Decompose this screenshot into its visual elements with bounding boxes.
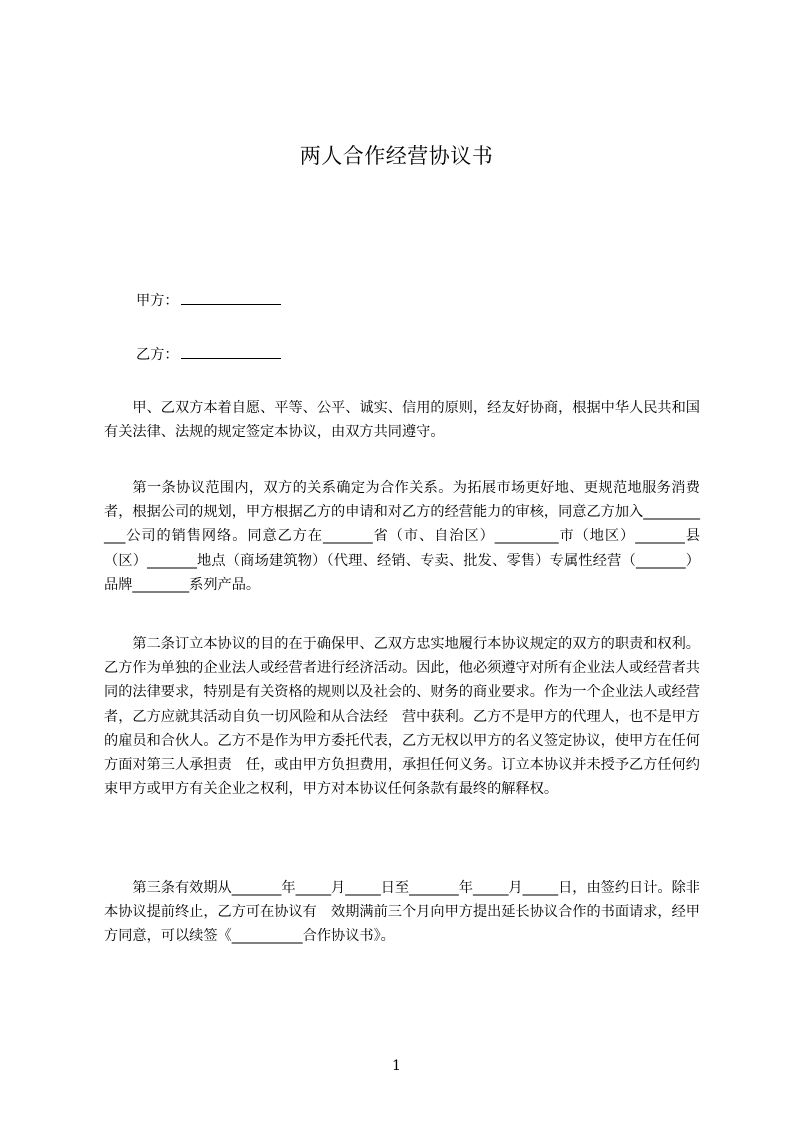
article-1-paragraph: 第一条协议范围内，双方的关系确定为合作关系。为拓展市场更好地、更规范地服务消费者，根据公司的规划，甲方根据乙方的申请和对乙方的经营能力的审核，同意乙方加入___________公司的销售网络。同意乙方在_______省（市、自治区）_________市（地区）_______县 （区）_______地点（商场建筑物）（代理、经销、专卖、批发、零售）专属性经营（_______）品牌________系列产品。	[104, 480, 715, 593]
article-2-paragraph: 第二条订立本协议的目的在于确保甲、乙双方忠实地履行本协议规定的双方的职责和权利。乙方作为单独的企业法人或经营者进行经济活动。因此，他必须遵守对所有企业法人或经营者共同的法律要求，特别是有关资格的规则以及社会的、财务的商业要求。作为一个企业法人或经营者，乙方应就其活动自负一切风险和从合法经 营中获利。乙方不是甲方的代理人，也不是甲方的雇员和合伙人。乙方不是作为甲方委托代表，乙方无权以甲方的名义签定协议，使甲方在任何方面对第三人承担责 任，或由甲方负担费用，承担任何义务。订立本协议并未授予乙方任何约束甲方或甲方有关企业之权利，甲方对本协议任何条款有最终的解释权。	[104, 636, 700, 798]
party-b-label: 乙方：	[136, 347, 179, 363]
party-b-line	[136, 345, 281, 365]
page-number: 1	[392, 1058, 401, 1074]
intro-paragraph: 甲、乙双方本着自愿、平等、公平、诚实、信用的原则，经友好协商，根据中华人民共和国有关法律、法规的规定签定本协议，由双方共同遵守。	[104, 400, 700, 441]
party-a-label: 甲方：	[136, 293, 179, 309]
party-a-blank	[181, 303, 281, 305]
document-title: 两人合作经营协议书	[299, 144, 494, 168]
party-a-line	[136, 291, 281, 311]
party-b-blank	[181, 357, 281, 359]
article-3-paragraph: 第三条有效期从_______年_____月_____日至_______年_____月_____日，由签约日计。除非本协议提前终止，乙方可在协议有 效期满前三个月向甲方提出延长协议合作的书面请求，经甲方同意，可以续签《__________合作协议书》。	[104, 880, 700, 945]
